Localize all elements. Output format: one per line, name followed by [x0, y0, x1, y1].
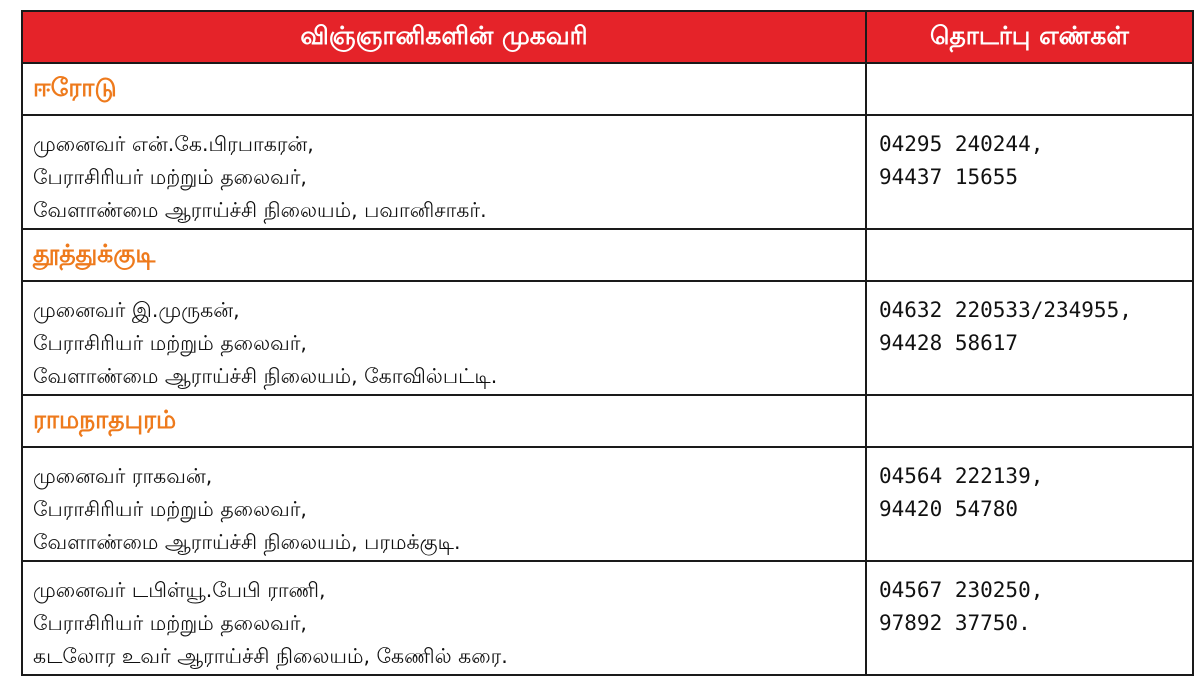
scientists-contact-table: [21, 10, 1194, 676]
district-name: ஈரோடு: [33, 72, 117, 102]
phone-mobile: 94420 54780: [879, 497, 1019, 521]
address-cell: [22, 115, 866, 229]
table-row: [22, 281, 1193, 395]
scientist-designation: பேராசிரியர் மற்றும் தலைவர்,: [33, 497, 307, 521]
scientist-name: முனைவர் இ.முருகன்,: [33, 298, 240, 322]
table-header-row: [22, 11, 1193, 63]
contact-column-header: தொடர்பு எண்கள்: [866, 11, 1193, 63]
address-cell: [22, 281, 866, 395]
table-row: [22, 561, 1193, 675]
district-row: [22, 395, 1193, 447]
district-name: ராமநாதபுரம்: [33, 404, 177, 434]
phone-mobile: 97892 37750.: [879, 611, 1031, 635]
scientist-institution: வேளாண்மை ஆராய்ச்சி நிலையம், கோவில்பட்டி.: [33, 364, 498, 388]
table-row: [22, 447, 1193, 561]
phone-cell: [866, 115, 1193, 229]
scientist-designation: பேராசிரியர் மற்றும் தலைவர்,: [33, 165, 307, 189]
phone-landline: 04295 240244,: [879, 132, 1044, 156]
scientist-designation: பேராசிரியர் மற்றும் தலைவர்,: [33, 331, 307, 355]
district-row: [22, 229, 1193, 281]
address-cell: [22, 447, 866, 561]
phone-landline: 04632 220533/234955,: [879, 298, 1132, 322]
district-row: [22, 63, 1193, 115]
scientist-institution: வேளாண்மை ஆராய்ச்சி நிலையம், பரமக்குடி.: [33, 530, 461, 554]
contacts-table-frame: [21, 10, 1192, 681]
phone-landline: 04567 230250,: [879, 578, 1044, 602]
scientist-name: முனைவர் ராகவன்,: [33, 464, 213, 488]
phone-landline: 04564 222139,: [879, 464, 1044, 488]
phone-mobile: 94437 15655: [879, 165, 1019, 189]
phone-cell: [866, 447, 1193, 561]
address-column-header: விஞ்ஞானிகளின் முகவரி: [22, 11, 866, 63]
scientist-designation: பேராசிரியர் மற்றும் தலைவர்,: [33, 611, 307, 635]
table-row: [22, 115, 1193, 229]
scientist-name: முனைவர் டபிள்யூ.பேபி ராணி,: [33, 578, 326, 602]
phone-cell: [866, 561, 1193, 675]
district-name: தூத்துக்குடி: [33, 238, 156, 268]
scientist-name: முனைவர் என்.கே.பிரபாகரன்,: [33, 132, 314, 156]
scientist-institution: வேளாண்மை ஆராய்ச்சி நிலையம், பவானிசாகர்.: [33, 198, 487, 222]
scientist-institution: கடலோர உவர் ஆராய்ச்சி நிலையம், கேணில் கரை.: [33, 644, 508, 668]
address-cell: [22, 561, 866, 675]
phone-cell: [866, 281, 1193, 395]
phone-mobile: 94428 58617: [879, 331, 1019, 355]
